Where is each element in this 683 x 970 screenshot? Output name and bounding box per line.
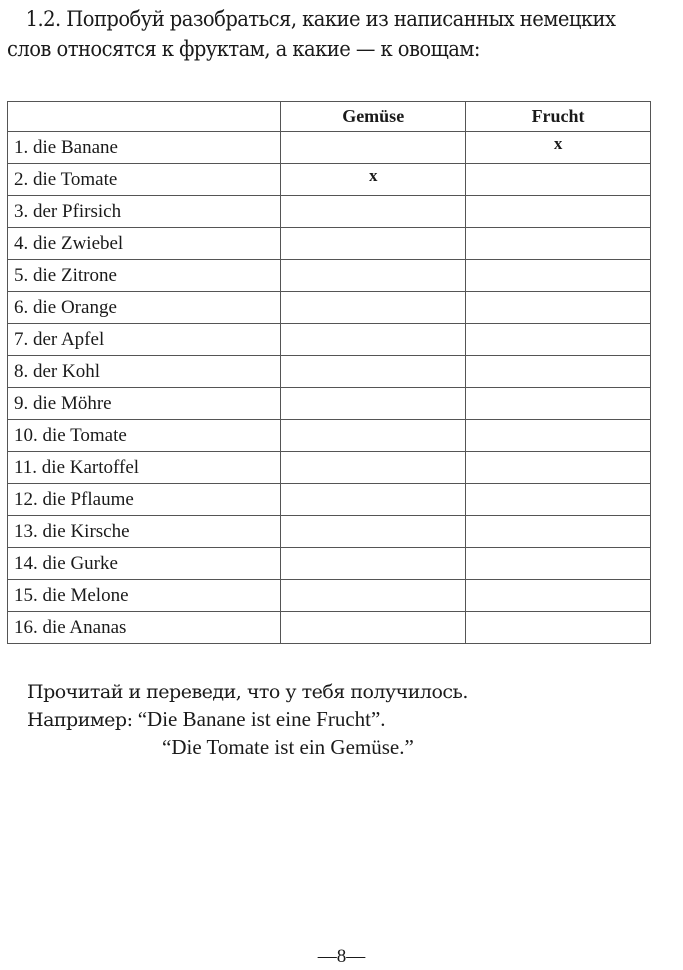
gemuese-cell: x — [281, 164, 466, 196]
frucht-cell — [466, 260, 651, 292]
table-row — [8, 548, 651, 580]
table-row — [8, 612, 651, 644]
word-cell: 5. die Zitrone — [8, 260, 281, 292]
instructions — [27, 678, 468, 761]
word-cell: 8. der Kohl — [8, 356, 281, 388]
frucht-cell — [466, 548, 651, 580]
task-heading-line-1: 1.2. Попробуй разобраться, какие из написанных немецких — [25, 7, 616, 31]
frucht-cell — [466, 356, 651, 388]
frucht-cell — [466, 388, 651, 420]
gemuese-cell — [281, 516, 466, 548]
example-1: “Die Banane ist eine Frucht”. — [137, 707, 386, 731]
gemuese-cell — [281, 132, 466, 164]
table-row — [8, 132, 651, 164]
gemuese-cell — [281, 196, 466, 228]
table-row — [8, 484, 651, 516]
gemuese-cell — [281, 388, 466, 420]
task-heading-line-2: слов относятся к фруктам, а какие — к овощам: — [7, 37, 480, 61]
word-cell: 2. die Tomate — [8, 164, 281, 196]
gemuese-cell — [281, 484, 466, 516]
word-cell: 16. die Ananas — [8, 612, 281, 644]
header-gemuese: Gemüse — [281, 102, 466, 132]
gemuese-cell — [281, 548, 466, 580]
table-row — [8, 228, 651, 260]
example-2: “Die Tomate ist ein Gemüse.” — [162, 735, 414, 759]
table-row — [8, 292, 651, 324]
task-heading — [7, 4, 630, 64]
word-cell: 7. der Apfel — [8, 324, 281, 356]
word-cell: 15. die Melone — [8, 580, 281, 612]
table-row — [8, 452, 651, 484]
word-cell: 13. die Kirsche — [8, 516, 281, 548]
table-row — [8, 388, 651, 420]
gemuese-cell — [281, 420, 466, 452]
gemuese-cell — [281, 228, 466, 260]
example-label: Например: — [27, 709, 133, 731]
frucht-cell: x — [466, 132, 651, 164]
frucht-cell — [466, 612, 651, 644]
table-row — [8, 196, 651, 228]
gemuese-cell — [281, 612, 466, 644]
frucht-cell — [466, 324, 651, 356]
gemuese-cell — [281, 452, 466, 484]
instruction-text: Прочитай и переведи, что у тебя получилось. — [27, 681, 468, 703]
word-cell: 9. die Möhre — [8, 388, 281, 420]
gemuese-cell — [281, 324, 466, 356]
word-cell: 11. die Kartoffel — [8, 452, 281, 484]
vocabulary-table — [7, 101, 651, 644]
word-cell: 6. die Orange — [8, 292, 281, 324]
table-row — [8, 260, 651, 292]
page-number: —8— — [317, 946, 366, 967]
gemuese-cell — [281, 580, 466, 612]
gemuese-cell — [281, 356, 466, 388]
frucht-cell — [466, 420, 651, 452]
table-row — [8, 164, 651, 196]
table-row — [8, 420, 651, 452]
gemuese-cell — [281, 292, 466, 324]
gemuese-cell — [281, 260, 466, 292]
table-row — [8, 324, 651, 356]
table-header-row — [8, 102, 651, 132]
word-cell: 12. die Pflaume — [8, 484, 281, 516]
frucht-cell — [466, 484, 651, 516]
header-word — [8, 102, 281, 132]
table-row — [8, 356, 651, 388]
frucht-cell — [466, 164, 651, 196]
frucht-cell — [466, 228, 651, 260]
header-frucht: Frucht — [466, 102, 651, 132]
frucht-cell — [466, 516, 651, 548]
word-cell: 3. der Pfirsich — [8, 196, 281, 228]
frucht-cell — [466, 580, 651, 612]
table-row — [8, 580, 651, 612]
word-cell: 10. die Tomate — [8, 420, 281, 452]
word-cell: 14. die Gurke — [8, 548, 281, 580]
frucht-cell — [466, 292, 651, 324]
table-row — [8, 516, 651, 548]
word-cell: 1. die Banane — [8, 132, 281, 164]
frucht-cell — [466, 452, 651, 484]
frucht-cell — [466, 196, 651, 228]
word-cell: 4. die Zwiebel — [8, 228, 281, 260]
